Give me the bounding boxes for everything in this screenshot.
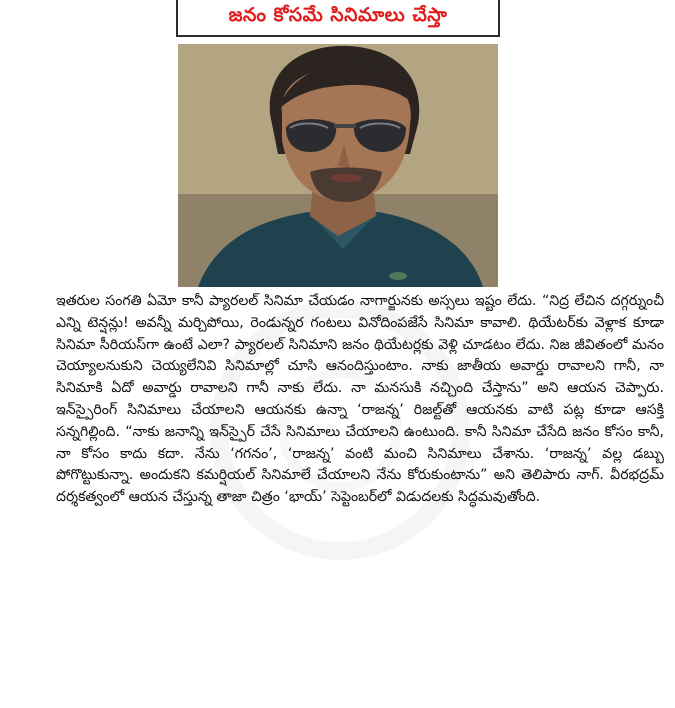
article-paragraph: ఇతరుల సంగతి ఏమో కానీ ప్యారలల్ సినిమా చేయడం నాగార్జునకు అస్సలు ఇష్టం లేదు. “నిద్ర లేచిన దగ్గర్నుంచీ ఎన్ని టెన్షన్లు! అవన్నీ మర్చిపోయి, రెండున్నర గంటలు వినోదింపజేసే సినిమా కావాలి. థియేటర్‌కు వెళ్లాక కూడా సినిమా సీరియస్‌గా ఉంటే ఎలా? ప్యారలల్ సినిమాని జనం థియేటర్లకు వెళ్లి చూడటం లేదు. నిజ జీవితంలో మనం చెయ్యాలనుకుని చెయ్యలేనివి సినిమాల్లో చూసి ఆనందిస్తుంటాం. నాకు జాతీయ అవార్డు రావాలని గానీ, నా సినిమాకి ఏదో అవార్డు రావాలని గానీ నాకు లేదు. నా మనసుకి నచ్చింది చేస్తాను” అని ఆయన చెప్పారు. ఇన్‌స్పైరింగ్ సినిమాలు చేయాలని ఆయనకు ఉన్నా ‘రాజన్న’ రిజల్ట్‌తో ఆయనకు వాటి పట్ల కూడా ఆసక్తి సన్నగిల్లింది. “నాకు జనాన్ని ఇన్‌స్పైర్ చేసే సినిమాలు చేయాలని ఉంటుంది. కానీ సినిమా చేసేది జనం కోసం కానీ, నా కోసం కాదు కదా. నేను ‘గగనం’, ‘రాజన్న’ వంటి మంచి సినిమాలు చేశాను. ‘రాజన్న’ వల్ల డబ్బు పోగొట్టుకున్నా. అందుకని కమర్షియల్ సినిమాలే చేయాలని నేను కోరుకుంటాను” అని తెలిపారు నాగ్. వీరభద్రమ్ దర్శకత్వంలో ఆయన చేస్తున్న తాజా చిత్రం ‘భాయ్’ సెప్టెంబర్‌లో విడుదలకు సిద్ధమవుతోంది. xyxy=(56,293,664,506)
portrait-photo-icon xyxy=(178,44,498,287)
headline-box xyxy=(176,0,500,37)
article-body xyxy=(56,291,664,509)
headline: జనం కోసమే సినిమాలు చేస్తా xyxy=(228,4,448,26)
portrait-photo xyxy=(178,44,498,287)
